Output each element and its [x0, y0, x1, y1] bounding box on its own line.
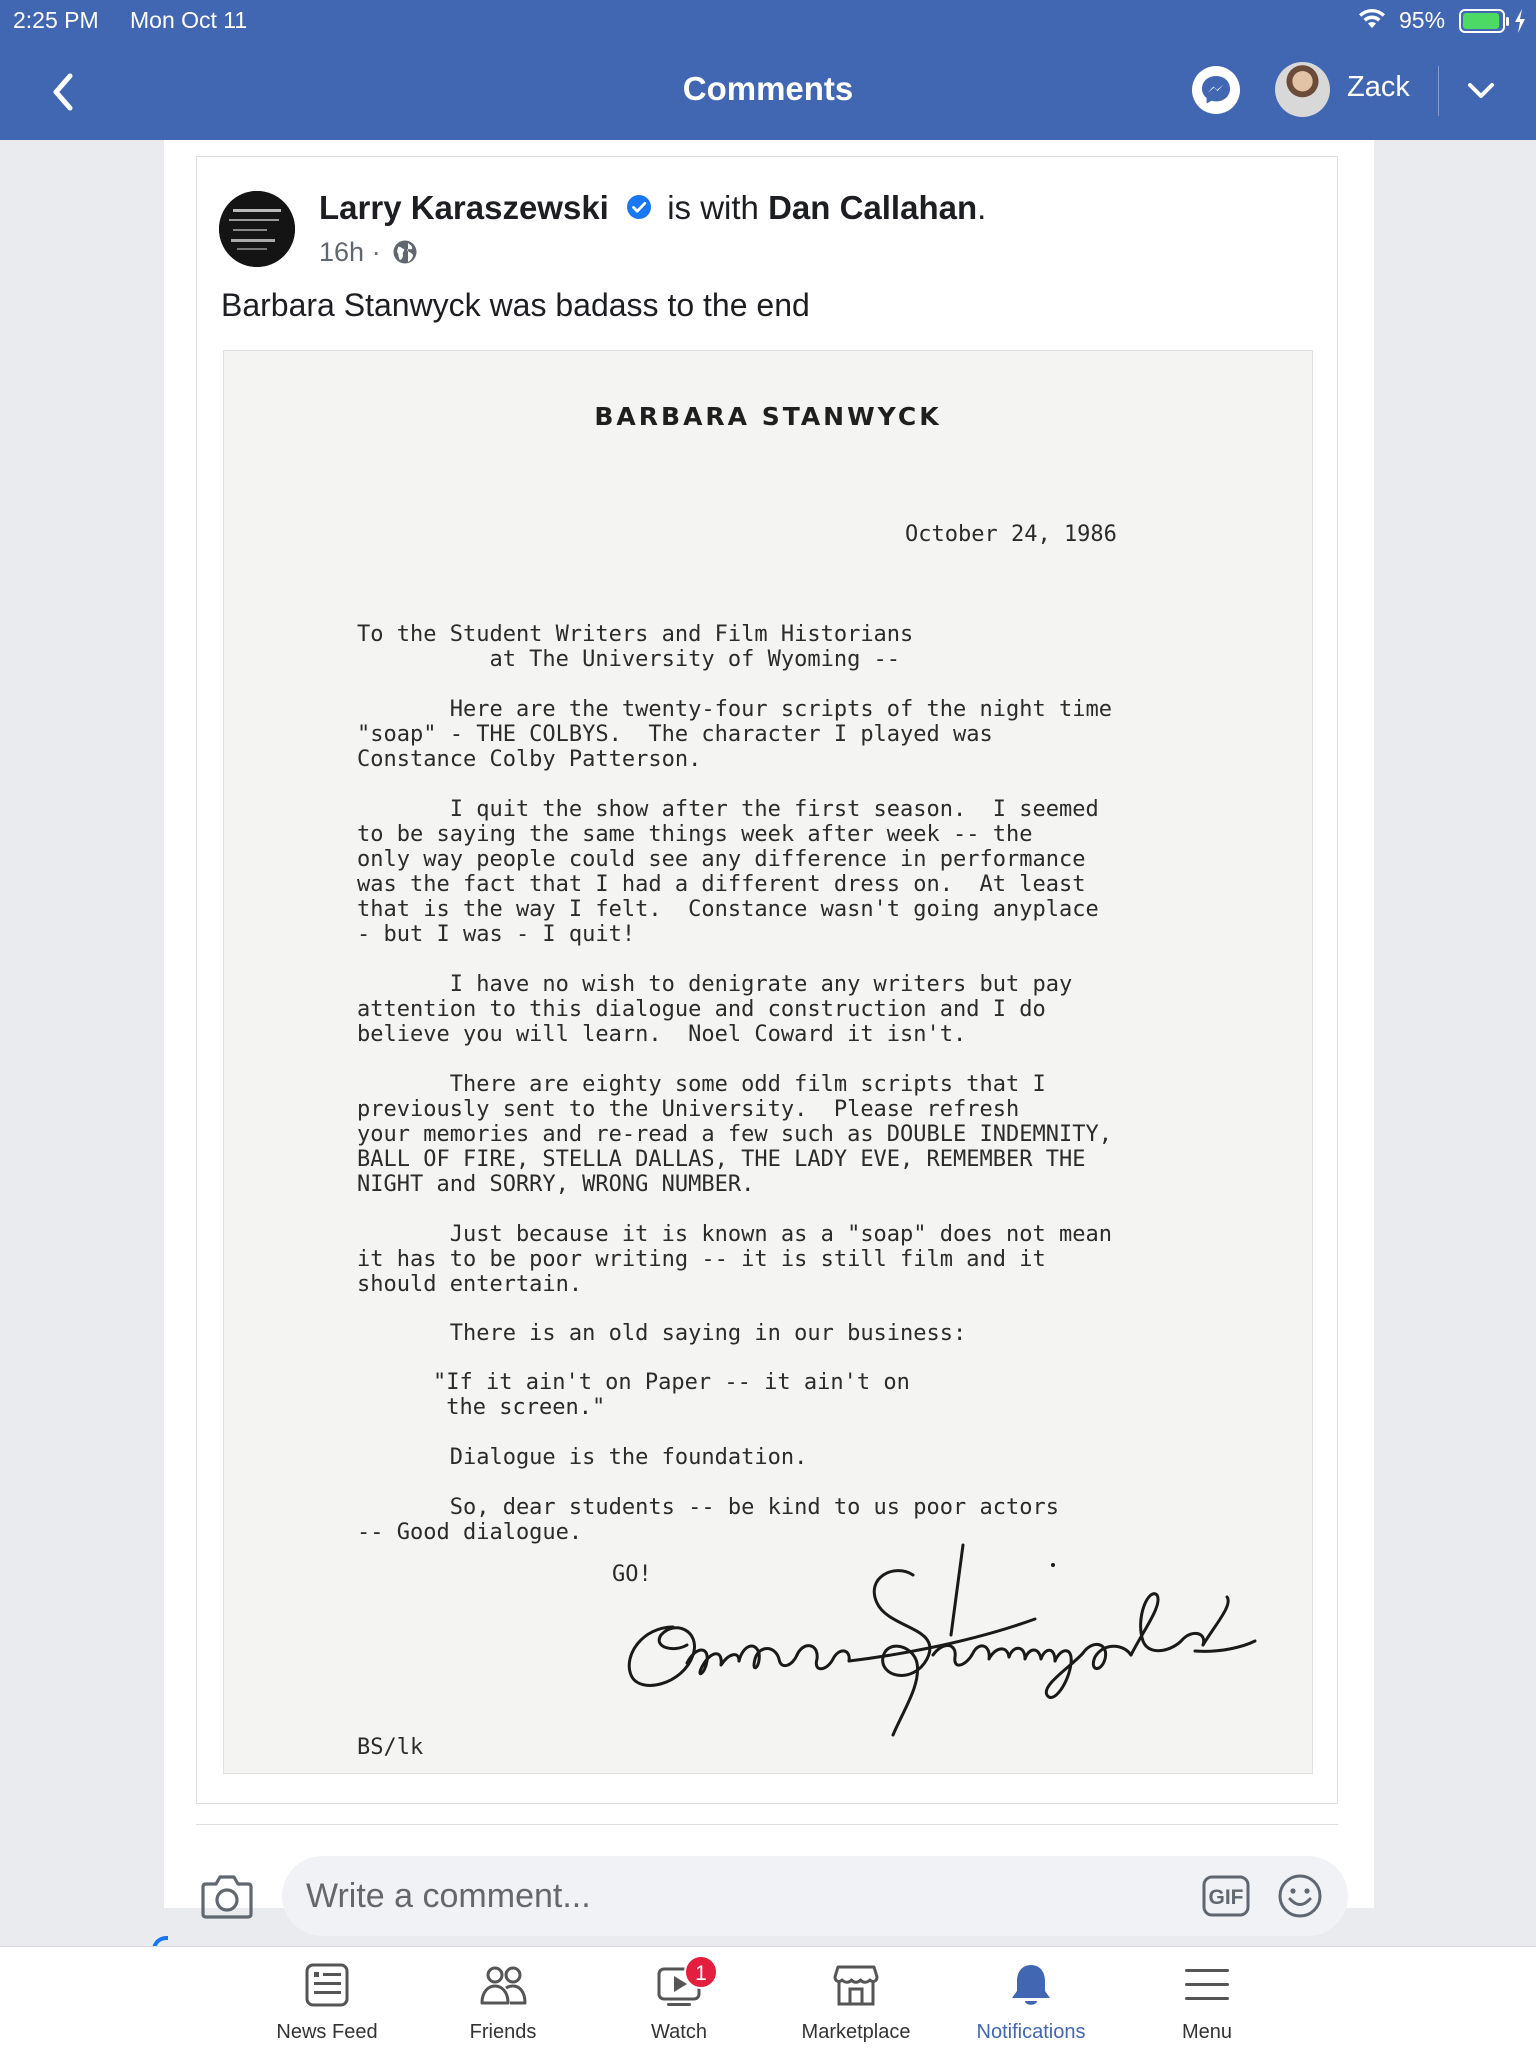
post-card	[196, 156, 1338, 1804]
meta-separator: ·	[371, 237, 381, 267]
battery-percent: 95%	[1399, 7, 1446, 33]
verified-badge-icon	[626, 194, 652, 220]
avatar-image	[219, 191, 295, 267]
back-button[interactable]	[44, 68, 84, 116]
comment-input[interactable]	[282, 1856, 1348, 1936]
camera-icon[interactable]	[200, 1872, 254, 1920]
post-photo[interactable]	[223, 350, 1313, 1774]
tab-label: Watch	[651, 2021, 707, 2043]
gif-button[interactable]	[1202, 1873, 1250, 1919]
globe-icon	[392, 239, 418, 265]
tab-watch[interactable]	[594, 1947, 764, 2049]
letter-paragraph: Just because it is known as a "soap" does not mean it has to be poor writing -- it is still film and it should entertain.	[357, 1222, 1112, 1297]
divider	[196, 1824, 1338, 1825]
letter-quote: "If it ain't on Paper -- it ain't on the screen."	[433, 1370, 910, 1420]
avatar	[1275, 62, 1330, 117]
chevron-down-icon[interactable]	[1464, 74, 1498, 108]
tab-label: Notifications	[976, 2021, 1086, 2043]
battery-icon	[1459, 9, 1511, 35]
header-period: .	[977, 189, 987, 226]
post-header	[319, 189, 986, 227]
letter-letterhead: BARBARA STANWYCK	[594, 402, 942, 431]
letter-paragraph: Dialogue is the foundation.	[357, 1445, 808, 1470]
post-author-name[interactable]: Larry Karaszewski	[319, 189, 609, 226]
post-meta	[319, 237, 418, 268]
gif-icon	[1202, 1873, 1250, 1919]
marketplace-icon	[832, 1961, 880, 2009]
letter-paragraph: I have no wish to denigrate any writers but pay attention to this dialogue and construction and I do believe you will learn. Noel Coward it isn't.	[357, 972, 1073, 1047]
tab-marketplace[interactable]	[771, 1947, 941, 2049]
letter-paragraph: There are eighty some odd film scripts that I previously sent to the University. Please refresh your memories and re-read a few such as DOUBLE INDEMNITY, BALL OF FIRE, STELLA DALLAS, THE LADY EVE, REMEMBER THE NIGHT and SORRY, WRONG NUMBER.	[357, 1072, 1112, 1197]
tab-label: Marketplace	[801, 2021, 911, 2043]
charging-icon	[1513, 8, 1527, 34]
letter-date: October 24, 1986	[905, 522, 1117, 547]
page-title: Comments	[682, 70, 854, 107]
tab-label: News Feed	[276, 2021, 378, 2043]
letter-paragraph: There is an old saying in our business:	[357, 1321, 967, 1346]
top-bar	[0, 0, 1536, 140]
post-text: Barbara Stanwyck was badass to the end	[221, 287, 810, 323]
messenger-button[interactable]	[1192, 66, 1240, 114]
signature-image	[583, 1535, 1263, 1745]
letter-paragraph: I quit the show after the first season. I seemed to be saying the same things week after week -- the only way people could see any difference in performance was the fact that I had a different dress on. At least that is the way I felt. Constance wasn't going anyplace - but I was - I quit!	[357, 797, 1099, 947]
notification-badge: 1	[684, 1955, 718, 1989]
smiley-icon[interactable]	[1276, 1872, 1324, 1920]
status-time: 2:25 PM	[13, 7, 99, 33]
tab-label: Friends	[469, 2021, 537, 2043]
post-author-avatar[interactable]	[219, 191, 295, 267]
tab-friends[interactable]	[418, 1947, 588, 2049]
tab-bar	[0, 1946, 1536, 2049]
status-date: Mon Oct 11	[130, 7, 248, 33]
wifi-icon	[1357, 8, 1387, 30]
post-time[interactable]: 16h	[319, 237, 365, 267]
letter-initials: BS/lk	[357, 1735, 424, 1760]
hamburger-icon	[1183, 1961, 1231, 2009]
tab-notifications[interactable]	[946, 1947, 1116, 2049]
bell-icon	[1007, 1961, 1055, 2009]
letter-salutation: To the Student Writers and Film Historians at The University of Wyoming --	[357, 622, 914, 672]
letter-closing: GO!	[612, 1562, 652, 1587]
tagged-person[interactable]: Dan Callahan	[768, 189, 978, 226]
messenger-icon	[1192, 66, 1240, 114]
tab-menu[interactable]	[1122, 1947, 1292, 2049]
gif-label: GIF	[1208, 1886, 1244, 1909]
nav-divider	[1438, 66, 1439, 116]
news-feed-icon	[303, 1961, 351, 2009]
tab-news-feed[interactable]	[242, 1947, 412, 2049]
battery-fill	[1463, 13, 1499, 29]
profile-name: Zack	[1347, 71, 1410, 103]
with-text: is with	[667, 189, 759, 226]
letter-paragraph: So, dear students -- be kind to us poor actors -- Good dialogue.	[357, 1495, 1059, 1545]
tab-label: Menu	[1181, 2021, 1233, 2043]
letter-paragraph: Here are the twenty-four scripts of the night time "soap" - THE COLBYS. The character I played was Constance Colby Patterson.	[357, 697, 1112, 772]
friends-icon	[479, 1961, 527, 2009]
